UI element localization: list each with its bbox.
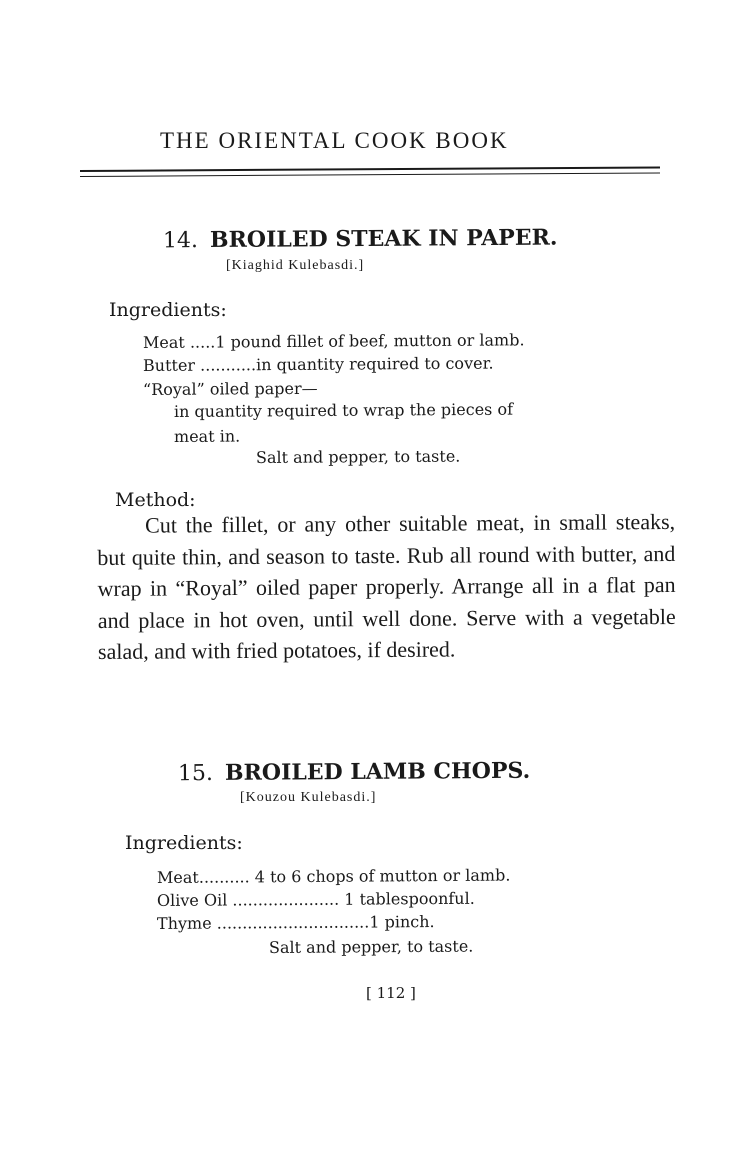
ingredients-label: Ingredients: <box>109 299 227 321</box>
recipe-subtitle: [Kouzou Kulebasdi.] <box>240 790 377 805</box>
ingredient-line: in quantity required to wrap the pieces of <box>173 399 514 421</box>
ingredient-line: Thyme ..............................1 pinch. <box>156 912 435 933</box>
recipe-number: 15. <box>177 760 214 787</box>
method-label: Method: <box>115 489 196 511</box>
method-text: Cut the fillet, or any other suitable meat, in small steaks, but quite thin, and season to taste. Rub all round with butter, and wrap in “Royal” oiled paper properly. Arrange all in a flat pan and place in hot oven, until well done. Serve with a vegetable salad, and with fried potatoes, if desired. <box>97 508 676 664</box>
ingredient-line: meat in. <box>173 426 241 446</box>
running-head: THE ORIENTAL COOK BOOK <box>160 128 509 153</box>
recipe-title <box>163 225 558 254</box>
ingredient-line: Salt and pepper, to taste. <box>255 446 461 467</box>
ingredient-line: Meat .....1 pound fillet of beef, mutton or lamb. <box>142 330 525 352</box>
recipe-subtitle: [Kiaghid Kulebasdi.] <box>226 258 365 273</box>
ingredient-line: Olive Oil ..................... 1 tablespoonful. <box>156 888 475 910</box>
ingredient-line: Butter ...........in quantity required to cover. <box>142 353 494 375</box>
header-rule-thin <box>80 172 660 177</box>
header-rule <box>80 166 660 172</box>
ingredient-line: Meat.......... 4 to 6 chops of mutton or lamb. <box>156 865 511 887</box>
recipe-title-text: BROILED LAMB CHOPS. <box>224 757 531 786</box>
recipe-number: 14. <box>162 228 199 254</box>
recipe-title-text: BROILED STEAK IN PAPER. <box>209 224 558 254</box>
ingredient-line: Salt and pepper, to taste. <box>268 936 474 957</box>
recipe-title <box>178 758 530 786</box>
ingredients-label: Ingredients: <box>125 832 243 854</box>
page-number: [ 112 ] <box>366 984 416 1002</box>
ingredient-line: “Royal” oiled paper— <box>142 378 318 399</box>
